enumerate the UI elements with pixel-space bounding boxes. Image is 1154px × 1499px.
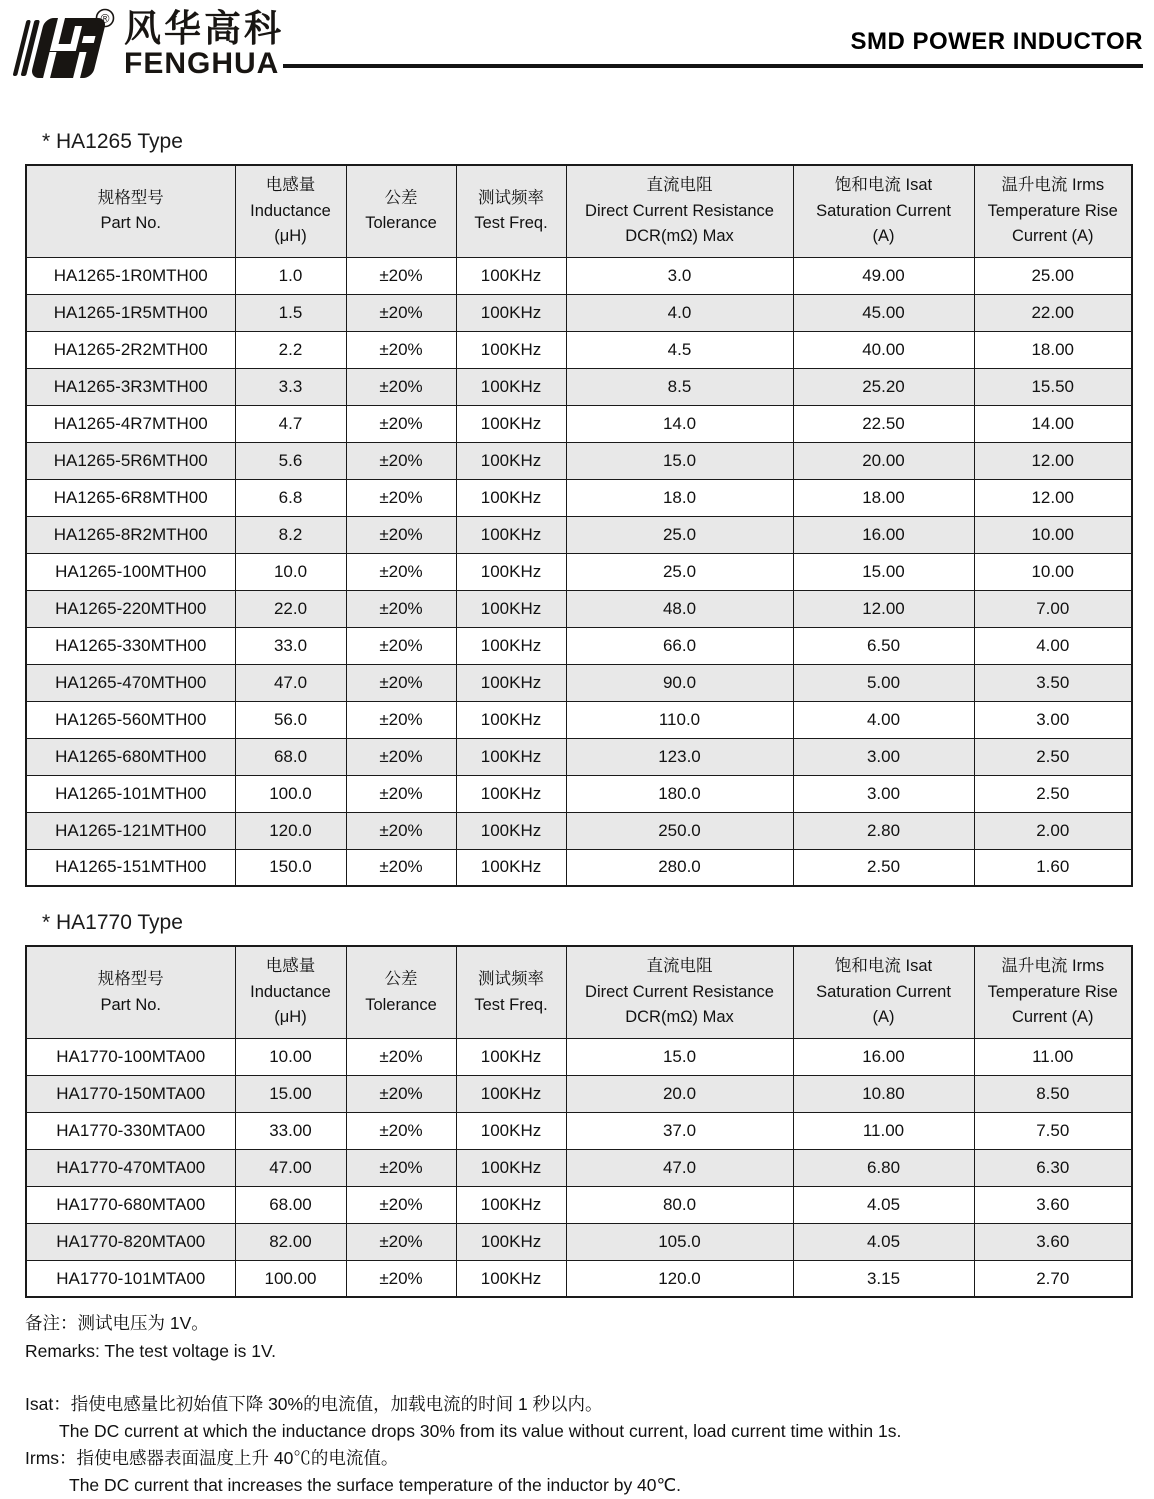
table-cell: ±20% (346, 812, 456, 849)
table-cell: 4.00 (793, 701, 974, 738)
table-row (26, 368, 1132, 405)
table-cell: 110.0 (566, 701, 793, 738)
table-cell: 56.0 (235, 701, 346, 738)
table-cell: 100KHz (456, 553, 566, 590)
table-cell: ±20% (346, 368, 456, 405)
col-tolerance: 公差 Tolerance (346, 946, 456, 1038)
table-cell: 22.00 (974, 294, 1132, 331)
table-cell: 100KHz (456, 257, 566, 294)
table-row (26, 1112, 1132, 1149)
remark-cn: 备注：测试电压为 1V。 (25, 1313, 209, 1334)
table-cell: 100KHz (456, 1075, 566, 1112)
table-cell: 82.00 (235, 1223, 346, 1260)
table-row (26, 812, 1132, 849)
table-cell: 8.50 (974, 1075, 1132, 1112)
table-cell: 4.0 (566, 294, 793, 331)
table-cell: HA1770-100MTA00 (26, 1038, 235, 1075)
table-cell: 2.00 (974, 812, 1132, 849)
table-cell: ±20% (346, 331, 456, 368)
col-inductance: 电感量 Inductance (μH) (235, 165, 346, 257)
table-cell: ±20% (346, 738, 456, 775)
table-cell: 3.50 (974, 664, 1132, 701)
table-cell: HA1265-101MTH00 (26, 775, 235, 812)
table-cell: 100KHz (456, 1038, 566, 1075)
table-cell: 150.0 (235, 849, 346, 886)
table-cell: 47.0 (235, 664, 346, 701)
table-cell: 250.0 (566, 812, 793, 849)
table-row (26, 516, 1132, 553)
table-cell: 12.00 (974, 479, 1132, 516)
brand-name-cn: 风华高科 (124, 8, 284, 49)
document-header (0, 0, 1154, 104)
table-cell: 22.50 (793, 405, 974, 442)
table-cell: 2.80 (793, 812, 974, 849)
col-dcr: 直流电阻 Direct Current Resistance DCR(mΩ) Max (566, 946, 793, 1038)
table-row (26, 627, 1132, 664)
col-isat: 饱和电流 Isat Saturation Current (A) (793, 165, 974, 257)
table-cell: 100KHz (456, 701, 566, 738)
table-cell: 120.0 (566, 1260, 793, 1297)
table-cell: HA1265-5R6MTH00 (26, 442, 235, 479)
table-cell: 1.60 (974, 849, 1132, 886)
table-row (26, 849, 1132, 886)
table-cell: 2.2 (235, 331, 346, 368)
table-row (26, 294, 1132, 331)
page-title: SMD POWER INDUCTOR (850, 28, 1143, 55)
table-cell: 90.0 (566, 664, 793, 701)
col-isat: 饱和电流 Isat Saturation Current (A) (793, 946, 974, 1038)
table-cell: 123.0 (566, 738, 793, 775)
table-cell: 18.00 (793, 479, 974, 516)
irms-note-cn: Irms：指使电感器表面温度上升 40℃的电流值。 (25, 1447, 399, 1468)
table-cell: HA1770-150MTA00 (26, 1075, 235, 1112)
table-cell: ±20% (346, 664, 456, 701)
table-cell: ±20% (346, 257, 456, 294)
table-cell: 66.0 (566, 627, 793, 664)
table-cell: HA1265-680MTH00 (26, 738, 235, 775)
table-cell: ±20% (346, 405, 456, 442)
table-cell: 2.50 (974, 775, 1132, 812)
table-cell: HA1770-820MTA00 (26, 1223, 235, 1260)
table-cell: 3.00 (974, 701, 1132, 738)
table-cell: 40.00 (793, 331, 974, 368)
table-cell: 100KHz (456, 849, 566, 886)
table-row (26, 1149, 1132, 1186)
table-cell: 47.0 (566, 1149, 793, 1186)
isat-note-en: The DC current at which the inductance drops 30% from its value without current, load current time within 1s. (59, 1420, 902, 1441)
table-cell: 10.00 (235, 1038, 346, 1075)
table-title-ha1265: * HA1265 Type (42, 130, 183, 153)
table-cell: 100KHz (456, 294, 566, 331)
table-row (26, 1260, 1132, 1297)
col-part-no: 规格型号 Part No. (26, 946, 235, 1038)
table-cell: 100KHz (456, 479, 566, 516)
table-title-ha1770: * HA1770 Type (42, 911, 183, 935)
col-inductance: 电感量 Inductance (μH) (235, 946, 346, 1038)
table-cell: 100KHz (456, 775, 566, 812)
table-cell: 100KHz (456, 1260, 566, 1297)
table-cell: 15.0 (566, 1038, 793, 1075)
table-cell: HA1265-3R3MTH00 (26, 368, 235, 405)
table-cell: 100KHz (456, 738, 566, 775)
table-cell: 37.0 (566, 1112, 793, 1149)
table-cell: 100KHz (456, 664, 566, 701)
table-cell: 15.0 (566, 442, 793, 479)
table-cell: 20.0 (566, 1075, 793, 1112)
header-divider (283, 64, 1143, 68)
table-cell: 5.00 (793, 664, 974, 701)
table-row (26, 1038, 1132, 1075)
fenghua-logo-icon (12, 6, 116, 90)
table-cell: 15.50 (974, 368, 1132, 405)
table-row (26, 1075, 1132, 1112)
table-header (26, 946, 1132, 1038)
table-cell: 100KHz (456, 405, 566, 442)
table-cell: 48.0 (566, 590, 793, 627)
table-cell: 11.00 (974, 1038, 1132, 1075)
table-cell: HA1265-151MTH00 (26, 849, 235, 886)
table-cell: 100KHz (456, 331, 566, 368)
table-cell: 2.70 (974, 1260, 1132, 1297)
table-cell: 180.0 (566, 775, 793, 812)
table-cell: ±20% (346, 442, 456, 479)
table-cell: 1.5 (235, 294, 346, 331)
table-cell: HA1265-220MTH00 (26, 590, 235, 627)
table-cell: 8.5 (566, 368, 793, 405)
table-row (26, 331, 1132, 368)
table-cell: 10.80 (793, 1075, 974, 1112)
table-cell: HA1265-121MTH00 (26, 812, 235, 849)
table-cell: 6.8 (235, 479, 346, 516)
table-row (26, 664, 1132, 701)
col-tolerance: 公差 Tolerance (346, 165, 456, 257)
table-row (26, 257, 1132, 294)
table-cell: HA1770-470MTA00 (26, 1149, 235, 1186)
table-cell: 7.50 (974, 1112, 1132, 1149)
table-cell: 7.00 (974, 590, 1132, 627)
table-cell: 4.00 (974, 627, 1132, 664)
table-cell: 49.00 (793, 257, 974, 294)
footnotes (25, 1310, 1154, 1499)
table-cell: ±20% (346, 1038, 456, 1075)
table-cell: 25.20 (793, 368, 974, 405)
registered-mark: ® (100, 11, 110, 26)
table-cell: 2.50 (974, 738, 1132, 775)
col-irms: 温升电流 Irms Temperature Rise Current (A) (974, 165, 1132, 257)
table-row (26, 553, 1132, 590)
table-cell: ±20% (346, 590, 456, 627)
table-cell: 6.80 (793, 1149, 974, 1186)
table-cell: 120.0 (235, 812, 346, 849)
table-cell: 10.00 (974, 516, 1132, 553)
table-cell: HA1265-1R0MTH00 (26, 257, 235, 294)
table-cell: ±20% (346, 1186, 456, 1223)
table-cell: 3.00 (793, 775, 974, 812)
table-cell: 10.00 (974, 553, 1132, 590)
table-cell: 1.0 (235, 257, 346, 294)
col-test-freq: 测试频率 Test Freq. (456, 165, 566, 257)
table-cell: 68.0 (235, 738, 346, 775)
col-test-freq: 测试频率 Test Freq. (456, 946, 566, 1038)
table-cell: HA1265-330MTH00 (26, 627, 235, 664)
table-cell: HA1265-8R2MTH00 (26, 516, 235, 553)
table-cell: 3.60 (974, 1186, 1132, 1223)
table-cell: ±20% (346, 553, 456, 590)
table-cell: 100KHz (456, 1186, 566, 1223)
table-cell: 6.50 (793, 627, 974, 664)
table-row (26, 442, 1132, 479)
table-cell: 4.5 (566, 331, 793, 368)
table-cell: 4.7 (235, 405, 346, 442)
table-cell: HA1265-470MTH00 (26, 664, 235, 701)
table-cell: 2.50 (793, 849, 974, 886)
table-cell: 12.00 (793, 590, 974, 627)
table-cell: 16.00 (793, 516, 974, 553)
table-cell: 3.3 (235, 368, 346, 405)
brand-name-en: FENGHUA (124, 47, 280, 80)
table-cell: HA1265-560MTH00 (26, 701, 235, 738)
table-row (26, 590, 1132, 627)
table-cell: 4.05 (793, 1186, 974, 1223)
table-cell: 80.0 (566, 1186, 793, 1223)
table-cell: 100KHz (456, 368, 566, 405)
table-row (26, 738, 1132, 775)
table-row (26, 775, 1132, 812)
table-cell: 68.00 (235, 1186, 346, 1223)
table-cell: HA1770-330MTA00 (26, 1112, 235, 1149)
table-cell: HA1265-100MTH00 (26, 553, 235, 590)
table-cell: 15.00 (235, 1075, 346, 1112)
table-cell: 14.00 (974, 405, 1132, 442)
table-cell: ±20% (346, 849, 456, 886)
col-part-no: 规格型号 Part No. (26, 165, 235, 257)
table-cell: ±20% (346, 516, 456, 553)
table-cell: 100KHz (456, 1149, 566, 1186)
table-cell: ±20% (346, 1223, 456, 1260)
table-cell: 100KHz (456, 590, 566, 627)
table-cell: 100KHz (456, 442, 566, 479)
table-cell: 3.00 (793, 738, 974, 775)
table-cell: HA1770-680MTA00 (26, 1186, 235, 1223)
table-cell: 6.30 (974, 1149, 1132, 1186)
table-cell: 10.0 (235, 553, 346, 590)
table-cell: 105.0 (566, 1223, 793, 1260)
table-cell: 100KHz (456, 1223, 566, 1260)
table-cell: 18.0 (566, 479, 793, 516)
table-cell: 25.00 (974, 257, 1132, 294)
table-cell: 100.0 (235, 775, 346, 812)
table-cell: HA1265-6R8MTH00 (26, 479, 235, 516)
table-cell: 22.0 (235, 590, 346, 627)
table-cell: HA1770-101MTA00 (26, 1260, 235, 1297)
table-cell: HA1265-1R5MTH00 (26, 294, 235, 331)
table-cell: 12.00 (974, 442, 1132, 479)
table-cell: ±20% (346, 479, 456, 516)
table-cell: 5.6 (235, 442, 346, 479)
table-cell: 3.0 (566, 257, 793, 294)
table-cell: 3.60 (974, 1223, 1132, 1260)
table-cell: 100KHz (456, 627, 566, 664)
table-cell: 8.2 (235, 516, 346, 553)
table-header (26, 165, 1132, 257)
table-cell: 100.00 (235, 1260, 346, 1297)
table-cell: ±20% (346, 1112, 456, 1149)
ha1770-table-body (26, 1038, 1132, 1297)
table-cell: 25.0 (566, 516, 793, 553)
brand-text (124, 6, 284, 79)
ha1770-spec-table (25, 945, 1133, 1298)
table-row (26, 1223, 1132, 1260)
table-cell: 45.00 (793, 294, 974, 331)
table-cell: HA1265-4R7MTH00 (26, 405, 235, 442)
ha1265-spec-table (25, 164, 1133, 887)
fenghua-logo (12, 6, 284, 90)
table-cell: ±20% (346, 1075, 456, 1112)
table-cell: 100KHz (456, 516, 566, 553)
table-cell: HA1265-2R2MTH00 (26, 331, 235, 368)
table-cell: ±20% (346, 1260, 456, 1297)
table-cell: ±20% (346, 775, 456, 812)
table-cell: 16.00 (793, 1038, 974, 1075)
table-cell: 4.05 (793, 1223, 974, 1260)
table-cell: 3.15 (793, 1260, 974, 1297)
table-cell: 100KHz (456, 812, 566, 849)
table-cell: 33.00 (235, 1112, 346, 1149)
table-cell: 18.00 (974, 331, 1132, 368)
table-cell: ±20% (346, 294, 456, 331)
table-cell: 100KHz (456, 1112, 566, 1149)
col-irms: 温升电流 Irms Temperature Rise Current (A) (974, 946, 1132, 1038)
table-cell: 47.00 (235, 1149, 346, 1186)
notes-spacer (25, 1365, 1154, 1391)
ha1265-table-body (26, 257, 1132, 886)
table-cell: 20.00 (793, 442, 974, 479)
table-cell: 14.0 (566, 405, 793, 442)
col-dcr: 直流电阻 Direct Current Resistance DCR(mΩ) Max (566, 165, 793, 257)
remark-en: Remarks: The test voltage is 1V. (25, 1340, 276, 1361)
table-row (26, 1186, 1132, 1223)
table-cell: 15.00 (793, 553, 974, 590)
table-cell: ±20% (346, 1149, 456, 1186)
table-cell: 280.0 (566, 849, 793, 886)
irms-note-en: The DC current that increases the surface temperature of the inductor by 40℃. (69, 1475, 682, 1495)
table-cell: 25.0 (566, 553, 793, 590)
table-cell: 33.0 (235, 627, 346, 664)
table-row (26, 405, 1132, 442)
table-cell: ±20% (346, 627, 456, 664)
table-cell: ±20% (346, 701, 456, 738)
table-row (26, 479, 1132, 516)
table-cell: 11.00 (793, 1112, 974, 1149)
isat-note-cn: Isat：指使电感量比初始值下降 30%的电流值，加载电流的时间 1 秒以内。 (25, 1393, 603, 1414)
table-row (26, 701, 1132, 738)
